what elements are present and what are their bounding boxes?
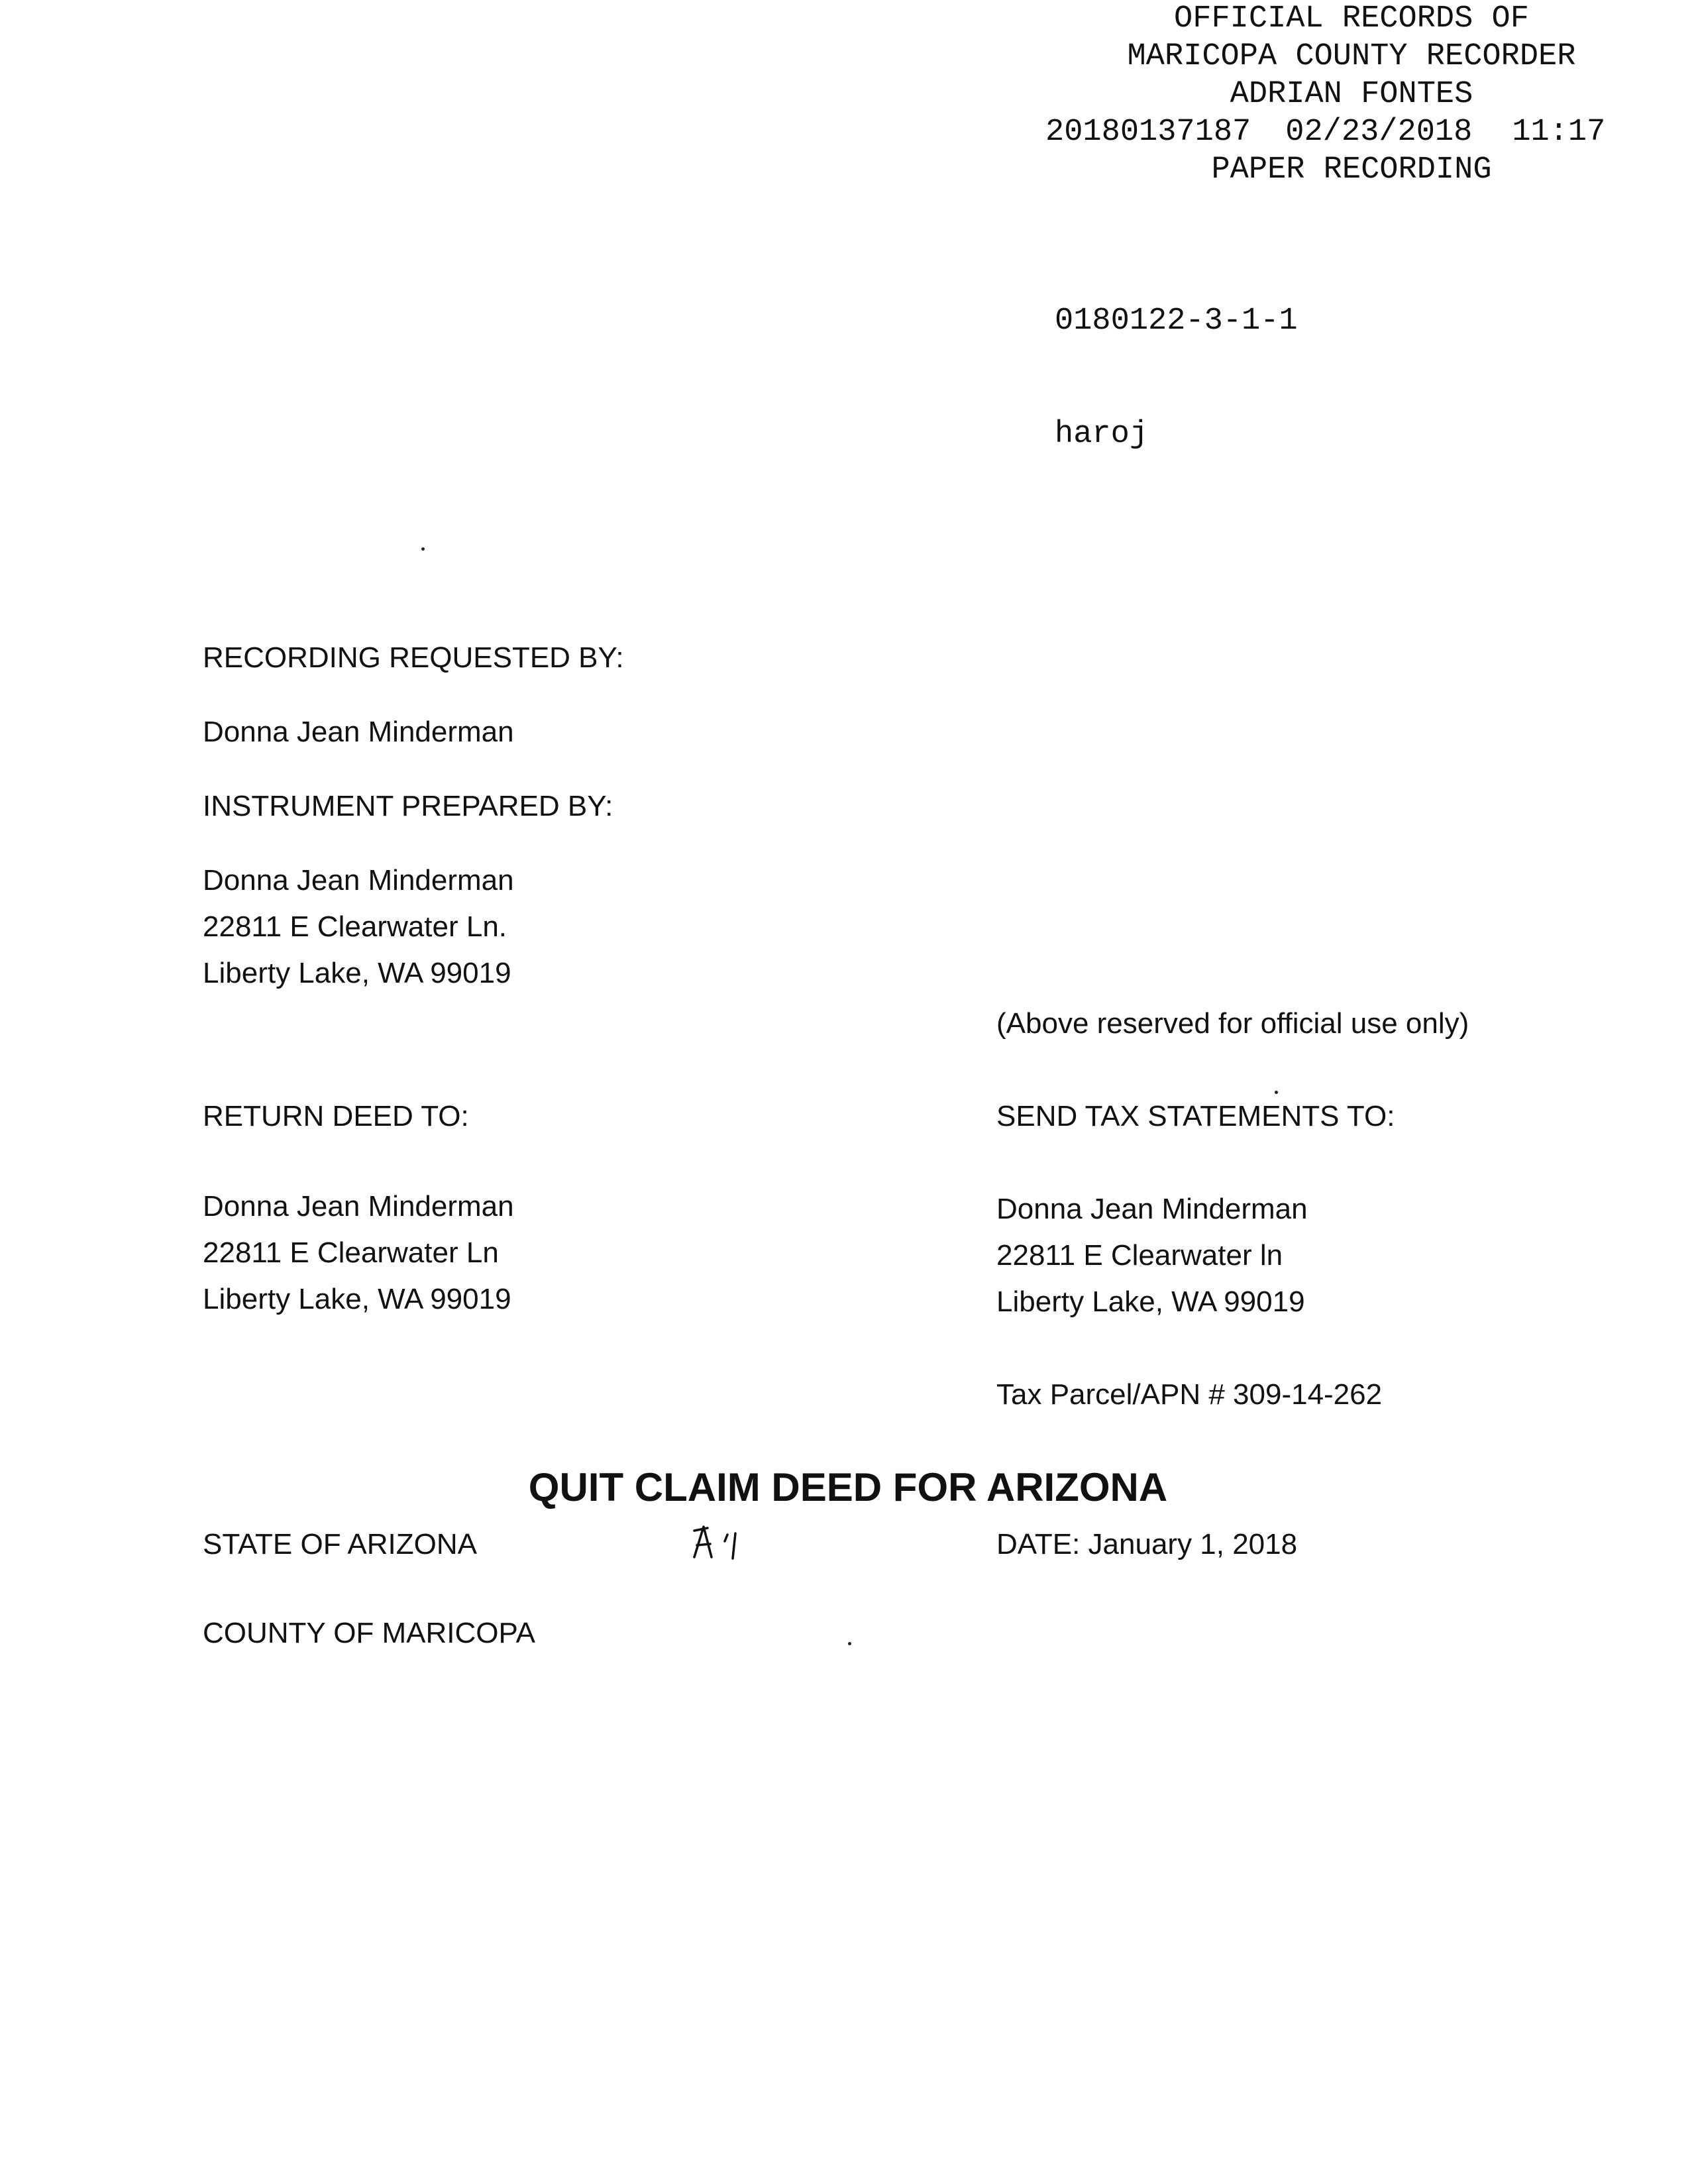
document-title: QUIT CLAIM DEED FOR ARIZONA	[528, 1465, 1168, 1509]
tax-parcel-number: Tax Parcel/APN # 309-14-262	[996, 1378, 1383, 1411]
send-tax-city: Liberty Lake, WA 99019	[996, 1285, 1305, 1318]
return-deed-street: 22811 E Clearwater Ln	[203, 1236, 499, 1269]
instrument-prepared-street: 22811 E Clearwater Ln.	[203, 910, 507, 943]
scan-speck	[421, 547, 425, 551]
return-deed-name: Donna Jean Minderman	[203, 1190, 514, 1223]
handwritten-mark	[689, 1519, 768, 1568]
stamp-line-county-recorder: MARICOPA COUNTY RECORDER	[1127, 39, 1576, 74]
stamp-line-recorder-name: ADRIAN FONTES	[1230, 77, 1473, 112]
return-deed-city: Liberty Lake, WA 99019	[203, 1283, 511, 1315]
scan-speck	[848, 1642, 851, 1645]
recorder-stamp	[1034, 0, 1670, 189]
send-tax-street: 22811 E Clearwater ln	[996, 1239, 1283, 1272]
instrument-prepared-city: Liberty Lake, WA 99019	[203, 957, 511, 989]
recording-requested-name: Donna Jean Minderman	[203, 716, 514, 748]
send-tax-name: Donna Jean Minderman	[996, 1193, 1308, 1225]
state-line: STATE OF ARIZONA	[203, 1528, 477, 1560]
stamp-time: 11:17	[1512, 115, 1606, 150]
stamp-doc-line	[1034, 113, 1670, 151]
return-deed-label: RETURN DEED TO:	[203, 1100, 469, 1132]
stamp-date: 02/23/2018	[1285, 115, 1473, 150]
stamp-sub-block	[1055, 227, 1298, 529]
instrument-prepared-name: Donna Jean Minderman	[203, 864, 514, 897]
date-line: DATE: January 1, 2018	[996, 1528, 1298, 1560]
handwritten-a1-glyph	[689, 1519, 768, 1565]
send-tax-label: SEND TAX STATEMENTS TO:	[996, 1100, 1395, 1132]
stamp-batch: 0180122-3-1-1	[1055, 303, 1298, 339]
recording-requested-label: RECORDING REQUESTED BY:	[203, 641, 624, 674]
county-line: COUNTY OF MARICOPA	[203, 1617, 535, 1649]
instrument-prepared-label: INSTRUMENT PREPARED BY:	[203, 790, 613, 822]
stamp-line-official-records: OFFICIAL RECORDS OF	[1174, 1, 1529, 36]
stamp-doc-number: 20180137187	[1045, 115, 1251, 150]
stamp-clerk: haroj	[1055, 417, 1149, 452]
stamp-recording-type: PAPER RECORDING	[1211, 152, 1492, 188]
official-use-note: (Above reserved for official use only)	[996, 1007, 1469, 1040]
